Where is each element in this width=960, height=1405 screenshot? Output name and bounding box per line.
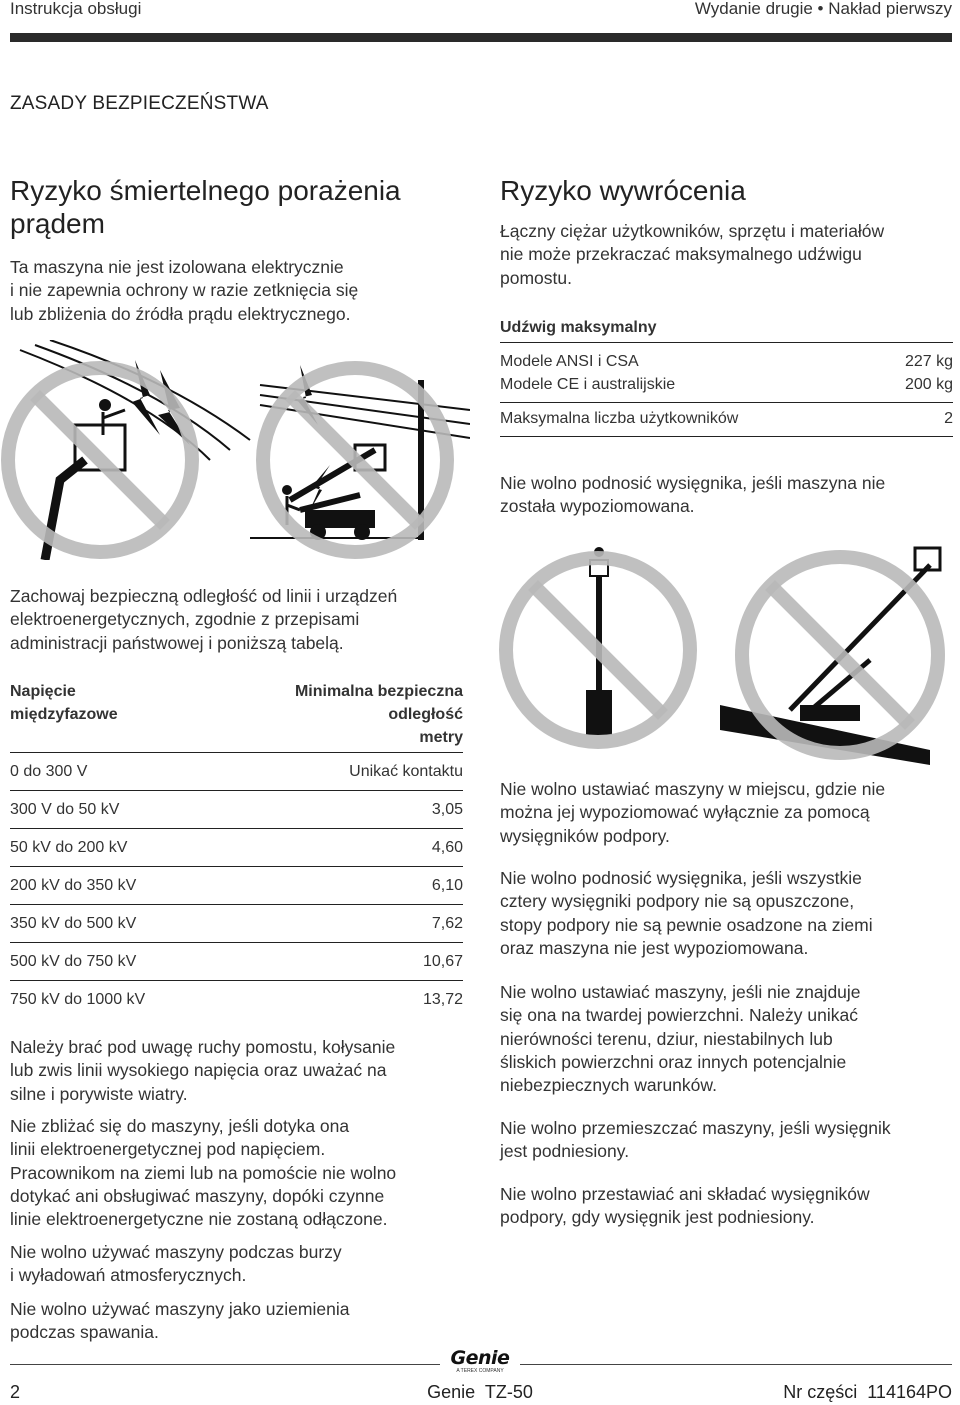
text-line: stopy podpory nie są pewnie osadzone na ziemi xyxy=(500,914,873,935)
text-line: Nie wolno ustawiać maszyny w miejscu, gdzie nie xyxy=(500,779,886,799)
text-line: dotykać ani obsługiwać maszyny, dopóki czynne xyxy=(10,1185,385,1206)
text-line: nie może przekraczać maksymalnego udźwigu xyxy=(500,244,862,265)
header-divider xyxy=(10,33,952,42)
distance-header-line: odległość xyxy=(388,706,463,723)
text-line: Nie zbliżać się do maszyny, jeśli dotyka ona xyxy=(10,1116,350,1136)
no-adjust-outriggers-warning xyxy=(500,1183,955,1230)
table-row xyxy=(10,790,463,828)
voltage-cell: 500 kV do 750 kV xyxy=(10,953,137,970)
section-title: ZASADY BEZPIECZEŃSTWA xyxy=(10,93,269,114)
text-line: Należy brać pod uwagę ruchy pomostu, kołysanie xyxy=(10,1037,396,1057)
electro-intro-line: Ta maszyna nie jest izolowana elektrycznie xyxy=(10,257,344,277)
table-row xyxy=(10,752,463,790)
text-line: silne i porywiste wiatry. xyxy=(10,1083,188,1104)
distance-cell: 10,67 xyxy=(422,953,463,970)
voltage-cell: 200 kV do 350 kV xyxy=(10,877,137,894)
genie-logo xyxy=(443,1348,517,1374)
logo-brand: Genie xyxy=(450,1347,510,1369)
header-left: Instrukcja obsługi xyxy=(10,0,142,18)
occupants-label: Maksymalna liczba użytkowników xyxy=(500,410,739,427)
divider xyxy=(500,402,953,403)
occupants-row xyxy=(500,407,953,430)
tip-title: Ryzyko wywrócenia xyxy=(500,175,746,206)
text-line: oraz maszyna nie jest wypoziomowana. xyxy=(500,937,809,958)
text-line: Łączny ciężar użytkowników, sprzętu i materiałów xyxy=(500,221,885,241)
electro-title-2: prądem xyxy=(10,208,105,239)
text-line: jest podniesiony. xyxy=(500,1141,630,1162)
electro-intro-line: i nie zapewnia ochrony w razie zetknięcia się xyxy=(10,280,359,301)
model-name: Modele ANSI i CSA xyxy=(500,353,639,370)
text-line: Pracownikom na ziemi lub na pomoście nie wolno xyxy=(10,1162,397,1183)
text-line: nierówności terenu, dziur, niestabilnych lub xyxy=(500,1028,833,1049)
text-line: administracji państwowej i poniższą tabelą. xyxy=(10,632,344,653)
distance-cell: Unikać kontaktu xyxy=(349,763,463,780)
text-line: linie elektroenergetyczne nie zostaną odłączone. xyxy=(10,1209,388,1230)
text-line: Nie wolno podnosić wysięgnika, jeśli maszyna nie xyxy=(500,473,886,493)
logo-tagline: A TEREX COMPANY xyxy=(456,1368,504,1374)
header-right: Wydanie drugie • Nakład pierwszy xyxy=(694,0,952,18)
table-row xyxy=(10,866,463,904)
contact-warning xyxy=(10,1115,480,1231)
table-row xyxy=(10,904,463,942)
capacity-row xyxy=(500,350,953,373)
distance-cell: 7,62 xyxy=(431,915,463,932)
voltage-cell: 300 V do 50 kV xyxy=(10,801,120,818)
occupants-value: 2 xyxy=(944,410,953,427)
capacity-title: Udźwig maksymalny xyxy=(500,319,657,336)
model-capacity: 200 kg xyxy=(904,376,953,393)
voltage-header-line: Napięcie xyxy=(10,683,76,700)
electro-intro xyxy=(10,256,480,326)
table-row xyxy=(10,942,463,980)
text-line: Nie wolno podnosić wysięgnika, jeśli wszystkie xyxy=(500,868,862,888)
text-line: śliskich powierzchni oraz innych potencjalnie xyxy=(500,1051,847,1072)
distance-table-header xyxy=(10,680,463,752)
firm-surface-warning xyxy=(500,981,955,1097)
model-name: Modele CE i australijskie xyxy=(500,376,676,393)
text-line: elektroenergetycznych, zgodnie z przepisami xyxy=(10,609,360,630)
distance-header-line: metry xyxy=(419,729,463,746)
text-line: została wypoziomowana. xyxy=(500,496,695,517)
tip-intro xyxy=(500,220,955,290)
distance-header xyxy=(295,680,463,752)
distance-cell: 13,72 xyxy=(422,991,463,1008)
text-line: Nie wolno przestawiać ani składać wysięgników xyxy=(500,1184,870,1204)
electro-intro-line: lub zbliżenia do źródła prądu elektrycznego. xyxy=(10,303,351,324)
text-line: Nie wolno używać maszyny jako uziemienia xyxy=(10,1299,350,1319)
voltage-cell: 350 kV do 500 kV xyxy=(10,915,137,932)
table-row xyxy=(10,828,463,866)
tip-over-prohibited-illustration xyxy=(490,540,960,765)
divider xyxy=(500,436,953,437)
capacity-row xyxy=(500,373,953,396)
voltage-cell: 50 kV do 200 kV xyxy=(10,839,128,856)
outrigger-level-warning xyxy=(500,778,955,848)
text-line: cztery wysięgniki podpory nie są opuszczone, xyxy=(500,891,855,912)
page-number: 2 xyxy=(10,1382,21,1402)
welding-warning xyxy=(10,1298,480,1345)
text-line: wysięgników podpory. xyxy=(500,825,670,846)
capacity-table xyxy=(500,350,953,396)
no-move-warning xyxy=(500,1117,955,1164)
text-line: linii elektroenergetycznej pod napięciem. xyxy=(10,1139,326,1160)
storm-warning xyxy=(10,1241,480,1288)
text-line: podpory, gdy wysięgnik jest podniesiony. xyxy=(500,1207,815,1228)
keep-distance-text xyxy=(10,585,480,655)
no-raise-unlevel xyxy=(500,472,955,519)
distance-table xyxy=(10,680,463,1018)
text-line: Nie wolno używać maszyny podczas burzy xyxy=(10,1242,342,1262)
text-line: Nie wolno przemieszczać maszyny, jeśli wysięgnik xyxy=(500,1118,891,1138)
wind-warning xyxy=(10,1036,480,1106)
text-line: Zachowaj bezpieczną odległość od linii i urządzeń xyxy=(10,586,398,606)
text-line: można jej wypoziomować wyłącznie za pomocą xyxy=(500,802,870,823)
text-line: pomostu. xyxy=(500,267,572,288)
distance-cell: 4,60 xyxy=(431,839,463,856)
part-number: Nr części 114164PO xyxy=(783,1382,952,1402)
text-line: podczas spawania. xyxy=(10,1322,159,1343)
text-line: lub zwis linii wysokiego napięcia oraz uważać na xyxy=(10,1060,387,1081)
model-capacity: 227 kg xyxy=(904,353,953,370)
voltage-cell: 750 kV do 1000 kV xyxy=(10,991,146,1008)
distance-cell: 3,05 xyxy=(431,801,463,818)
text-line: i wyładowań atmosferycznych. xyxy=(10,1265,247,1286)
footer-divider-left xyxy=(10,1364,440,1365)
text-line: się ona na twardej powierzchni. Należy unikać xyxy=(500,1005,858,1026)
text-line: niebezpiecznych warunków. xyxy=(500,1075,717,1096)
outriggers-down-warning xyxy=(500,867,955,960)
divider xyxy=(500,342,953,343)
voltage-header xyxy=(10,680,118,752)
voltage-header-line: międzyfazowe xyxy=(10,706,118,723)
table-row xyxy=(10,980,463,1018)
electro-heading xyxy=(10,174,480,240)
footer-divider-right xyxy=(520,1364,952,1365)
electro-title-1: Ryzyko śmiertelnego porażenia xyxy=(10,175,401,206)
model-label: Genie TZ-50 xyxy=(427,1382,533,1402)
text-line: Nie wolno ustawiać maszyny, jeśli nie znajduje xyxy=(500,982,861,1002)
distance-header-line: Minimalna bezpieczna xyxy=(294,683,463,700)
distance-cell: 6,10 xyxy=(431,877,463,894)
electrocution-prohibited-illustration xyxy=(0,340,470,560)
voltage-cell: 0 do 300 V xyxy=(10,763,88,780)
